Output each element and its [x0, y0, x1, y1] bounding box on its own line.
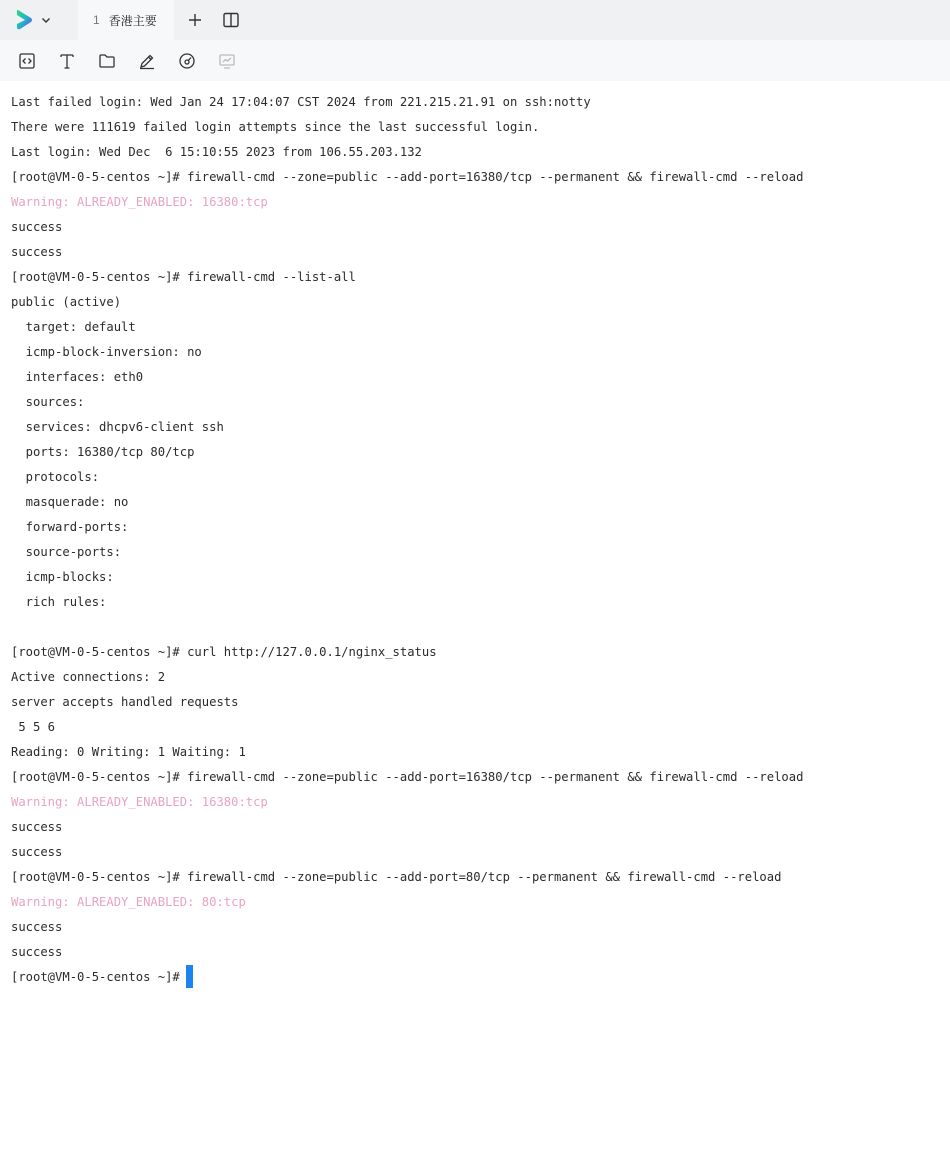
terminal-warning-line: Warning: ALREADY_ENABLED: 16380:tcp [11, 795, 268, 809]
terminal-line: [root@VM-0-5-centos ~]# firewall-cmd --zone=public --add-port=80/tcp --permanent && firewall-cmd --reload [11, 870, 782, 884]
terminal-line: 5 5 6 [11, 720, 56, 734]
plus-icon[interactable] [184, 9, 206, 31]
terminal-line: success [11, 945, 63, 959]
terminal-warning-line: Warning: ALREADY_ENABLED: 16380:tcp [11, 195, 268, 209]
text-icon[interactable] [56, 50, 78, 72]
terminal-line: Active connections: 2 [11, 670, 166, 684]
terminal-line: masquerade: no [11, 495, 129, 509]
terminal-line: [root@VM-0-5-centos ~]# firewall-cmd --list-all [11, 270, 356, 284]
app-menu-button[interactable] [14, 6, 58, 34]
toolbar [0, 40, 950, 81]
split-view-icon[interactable] [220, 9, 242, 31]
terminal-prompt: [root@VM-0-5-centos ~]# [11, 970, 180, 984]
terminal-line: success [11, 820, 63, 834]
tab-bar [0, 0, 950, 40]
terminal-line: success [11, 245, 63, 259]
code-icon[interactable] [16, 50, 38, 72]
tab-session[interactable] [78, 0, 174, 40]
terminal-line: rich rules: [11, 595, 107, 609]
terminal-line: success [11, 845, 63, 859]
terminal-line: icmp-block-inversion: no [11, 345, 202, 359]
terminal-line: target: default [11, 320, 136, 334]
terminal-line: ports: 16380/tcp 80/tcp [11, 445, 195, 459]
monitor-icon [216, 50, 238, 72]
terminal-line: icmp-blocks: [11, 570, 114, 584]
gauge-icon[interactable] [176, 50, 198, 72]
terminal-line: source-ports: [11, 545, 122, 559]
terminal-line: sources: [11, 395, 85, 409]
terminal-line: [root@VM-0-5-centos ~]# firewall-cmd --zone=public --add-port=16380/tcp --permanent && firewall-cmd --reload [11, 170, 804, 184]
terminal-line: public (active) [11, 295, 122, 309]
terminal-prompt-line[interactable] [11, 965, 193, 990]
terminal-line: protocols: [11, 470, 100, 484]
terminal-line: server accepts handled requests [11, 695, 239, 709]
terminal-line: Last failed login: Wed Jan 24 17:04:07 CST 2024 from 221.215.21.91 on ssh:notty [11, 95, 591, 109]
terminal-line: services: dhcpv6-client ssh [11, 420, 224, 434]
terminal-line: Reading: 0 Writing: 1 Waiting: 1 [11, 745, 246, 759]
edit-icon[interactable] [136, 50, 158, 72]
terminal-line: [root@VM-0-5-centos ~]# firewall-cmd --zone=public --add-port=16380/tcp --permanent && firewall-cmd --reload [11, 770, 804, 784]
app-logo-icon [14, 9, 34, 31]
tab-number: 1 [93, 13, 100, 27]
chevron-down-icon [40, 14, 52, 26]
terminal-line: There were 111619 failed login attempts since the last successful login. [11, 120, 540, 134]
terminal-line: success [11, 920, 63, 934]
terminal-line: Last login: Wed Dec 6 15:10:55 2023 from 106.55.203.132 [11, 145, 422, 159]
terminal-warning-line: Warning: ALREADY_ENABLED: 80:tcp [11, 895, 246, 909]
terminal-cursor [186, 965, 193, 988]
terminal-line: [root@VM-0-5-centos ~]# curl http://127.0.0.1/nginx_status [11, 645, 437, 659]
terminal-line: forward-ports: [11, 520, 129, 534]
terminal-line: interfaces: eth0 [11, 370, 144, 384]
terminal-output[interactable] [0, 81, 950, 1167]
terminal-line: success [11, 220, 63, 234]
folder-icon[interactable] [96, 50, 118, 72]
tab-title: 香港主要 [108, 13, 157, 28]
